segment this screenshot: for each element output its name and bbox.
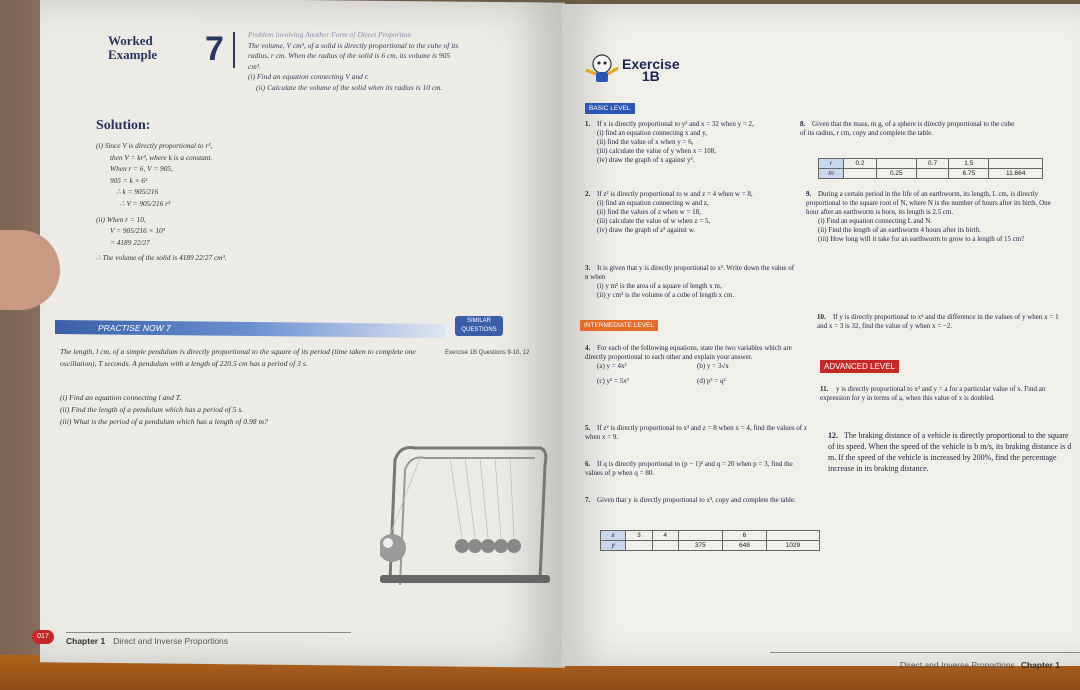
exercise-number: 1B (641, 68, 660, 84)
solution-line: ∴ The volume of the solid is 4189 22/27 cm³. (96, 253, 227, 263)
question-12 (828, 430, 1073, 474)
question-part: (a) y = 4x² (597, 362, 627, 370)
mascot-icon (582, 50, 622, 86)
table-cell: 375 (678, 541, 722, 551)
table-cell: 4 (652, 531, 678, 541)
solution-line: V = 905/216 × 10³ (110, 226, 165, 236)
question-part: (ii) find the value of x when y = 6, (597, 138, 694, 146)
worked-example-problem (248, 30, 460, 93)
table-cell (916, 169, 949, 179)
table-cell (989, 159, 1043, 169)
question-text: y is directly proportional to x² and y = a for a particular value of x. Find an expression for y in terms of a, when this value of x is doubled. (820, 385, 1046, 402)
solution-line: ∴ k = 905/216 (116, 187, 159, 197)
solution-line: ∴ V = 905/216 r³ (120, 198, 171, 208)
question-6 (585, 460, 810, 478)
question-5 (585, 424, 810, 442)
solution-line: When r = 6, V = 905, (110, 164, 173, 174)
question-text: If z² is directly proportional to x³ and z = 8 when x = 4, find the values of z when x = 9. (585, 424, 807, 441)
question-1 (585, 120, 790, 165)
exercise-label: Exercise (622, 56, 680, 72)
question-number: 12. (828, 431, 838, 440)
question-10 (817, 313, 1067, 331)
table-header: y (601, 541, 626, 551)
practise-body: The length, l cm, of a simple pendulum is directly proportional to the square of its period (time taken to complete one oscillation), T seconds. A pendulum with a length of 220.5 cm has a period of 3 s. (60, 347, 416, 368)
question-part: (iii) calculate the value of y when x = 108, (597, 147, 717, 155)
solution-line: (i) Since V is directly proportional to r³, (96, 141, 213, 150)
question-9 (806, 190, 1062, 244)
question-4 (585, 344, 800, 386)
question-number: 7. (585, 496, 591, 504)
question-part: (i) Find an equation connecting L and N. (818, 217, 933, 225)
question-text: If x is directly proportional to y² and x = 32 when y = 2, (597, 120, 754, 128)
table-cell (844, 169, 877, 179)
question-text: If y is directly proportional to x² and the difference in the values of y when x = 1 and x = 3 is 32, find the value of y when x = −2. (817, 313, 1059, 330)
footer-chapter: Chapter 1 (1020, 660, 1061, 670)
solution-line: = 4189 22/27 (110, 237, 150, 247)
footer-rule-left (66, 632, 351, 633)
question-number: 9. (806, 190, 812, 198)
question-part: (ii) y cm³ is the volume of a cube of length x cm. (597, 291, 735, 299)
exercise-title (622, 58, 680, 82)
solution-heading: Solution: (96, 118, 151, 133)
footer-right (900, 660, 1060, 670)
table-header: m (819, 169, 844, 179)
question-text: Given that the mass, m g, of a sphere is directly proportional to the cube of its radius, r cm, copy and complete the table. (800, 120, 1015, 137)
question-text: Given that y is directly proportional to x³, copy and complete the table. (597, 496, 796, 504)
question-number: 11. (820, 385, 829, 393)
question-part: (c) y² = 5x³ (597, 377, 629, 385)
table-header: r (819, 159, 844, 169)
question-text: During a certain period in the life of an earthworm, its length, L cm, is directly proportional to the square root of N, where N is the number of hours after its birth. One hour after an earthworm is born, its length is 2.5 cm. (806, 190, 1051, 216)
question-text: If z² is directly proportional to w and z = 4 when w = 8, (597, 190, 753, 198)
question-11 (820, 385, 1070, 403)
newtons-cradle-image (380, 420, 550, 590)
solution-line: then V = kr³, where k is a constant. (110, 152, 213, 162)
table-cell: 11.664 (989, 169, 1043, 179)
footer-left (66, 636, 228, 646)
table-cell (876, 159, 916, 169)
similar-questions-ref: Exercise 1B Questions 9-10, 12 (445, 350, 530, 356)
question-text: The braking distance of a vehicle is directly proportional to the square of its speed. When the speed of the vehicle is b m/s, its braking distance is d m. If the speed of the vehicle is increased by 200%, find the percentage increase in its braking distance. (828, 431, 1072, 473)
table-cell (678, 531, 722, 541)
solution-line: (ii) When r = 10, (96, 214, 146, 224)
question-number: 1. (585, 120, 591, 128)
question-part: (i) y m² is the area of a square of length x m, (597, 282, 722, 290)
footer-rule-right (770, 652, 1080, 653)
table-cell: 1029 (766, 541, 819, 551)
basic-level-label: BASIC LEVEL (585, 103, 635, 114)
question-part: (iv) draw the graph of z² against w. (597, 226, 696, 234)
table-cell: 0.7 (916, 159, 949, 169)
right-page (562, 4, 1080, 666)
page-number-badge: 017 (32, 630, 54, 644)
question-8 (800, 120, 1020, 138)
question-2 (585, 190, 790, 235)
table-cell: 1.5 (949, 159, 989, 169)
worked-example-divider (233, 32, 235, 68)
question-number: 8. (800, 120, 806, 128)
question-text: If q is directly proportional to (p − 1)² and q = 20 when p = 3, find the values of p when q = 80. (585, 460, 793, 477)
problem-heading: Problem involving Another Form of Direct Proportion (248, 30, 412, 39)
question-number: 4. (585, 344, 591, 352)
question-part: (i) find an equation connecting w and z, (597, 199, 709, 207)
footer-title: Direct and Inverse Proportions (900, 660, 1015, 670)
similar-questions-badge: SIMILAR QUESTIONS (455, 316, 503, 336)
advanced-level-label: ADVANCED LEVEL (820, 360, 899, 373)
practise-item: (iii) What is the period of a pendulum which has a length of 0.98 m? (60, 416, 268, 426)
question-part: (ii) Find the length of an earthworm 4 hours after its birth. (818, 226, 981, 234)
practise-item: (i) Find an equation connecting l and T. (60, 393, 182, 402)
footer-title: Direct and Inverse Proportions (113, 636, 229, 646)
question-part: (iii) calculate the value of w when z = 5, (597, 217, 711, 225)
table-cell: 648 (722, 541, 766, 551)
table-cell: 6 (722, 531, 766, 541)
problem-part-i: (i) Find an equation connecting V and r. (248, 72, 369, 81)
intermediate-level-label: INTERMEDIATE LEVEL (580, 320, 658, 331)
table-cell: 0.2 (844, 159, 877, 169)
question-number: 5. (585, 424, 591, 432)
table-cell: 3 (626, 531, 652, 541)
footer-chapter: Chapter 1 (66, 636, 106, 646)
practise-item: (ii) Find the length of a pendulum which has a period of 5 s. (60, 404, 244, 414)
question-part: (i) find an equation connecting x and y, (597, 129, 707, 137)
solution-line: 905 = k × 6³ (110, 175, 148, 185)
question-7 (585, 496, 820, 505)
table-cell (652, 541, 678, 551)
worked-example-label: Worked Example (108, 33, 158, 62)
question-3 (585, 264, 795, 300)
table-header: x (601, 531, 626, 541)
question-part: (iv) draw the graph of x against y². (597, 156, 695, 164)
problem-part-ii: (ii) Calculate the volume of the solid when its radius is 10 cm. (256, 82, 443, 92)
question-part: (iii) How long will it take for an earthworm to grow to a length of 15 cm? (818, 235, 1025, 243)
solution-body (96, 140, 346, 264)
question-part: (b) y = 3√x (697, 362, 729, 370)
worked-example-number: 7 (205, 30, 224, 68)
q8-table (818, 158, 1043, 179)
question-text: For each of the following equations, state the two variables which are directly proportional to each other and explain your answer. (585, 344, 792, 361)
question-number: 3. (585, 264, 591, 272)
question-number: 2. (585, 190, 591, 198)
q7-table (600, 530, 820, 551)
question-part: (d) p³ = q² (697, 377, 726, 385)
problem-text: The volume, V cm³, of a solid is directly proportional to the cube of its radius, r cm. When the radius of the solid is 6 cm, its volume is 905 cm³. (248, 40, 459, 71)
question-number: 10. (817, 313, 826, 321)
table-cell (626, 541, 652, 551)
question-part: (ii) find the values of z when w = 18, (597, 208, 701, 216)
question-number: 6. (585, 460, 591, 468)
table-cell (766, 531, 819, 541)
practise-now-label: PRACTISE NOW 7 (98, 323, 171, 333)
table-cell: 0.25 (876, 169, 916, 179)
table-cell: 6.75 (949, 169, 989, 179)
question-text: It is given that y is directly proportional to x². Write down the value of n when (585, 264, 795, 281)
